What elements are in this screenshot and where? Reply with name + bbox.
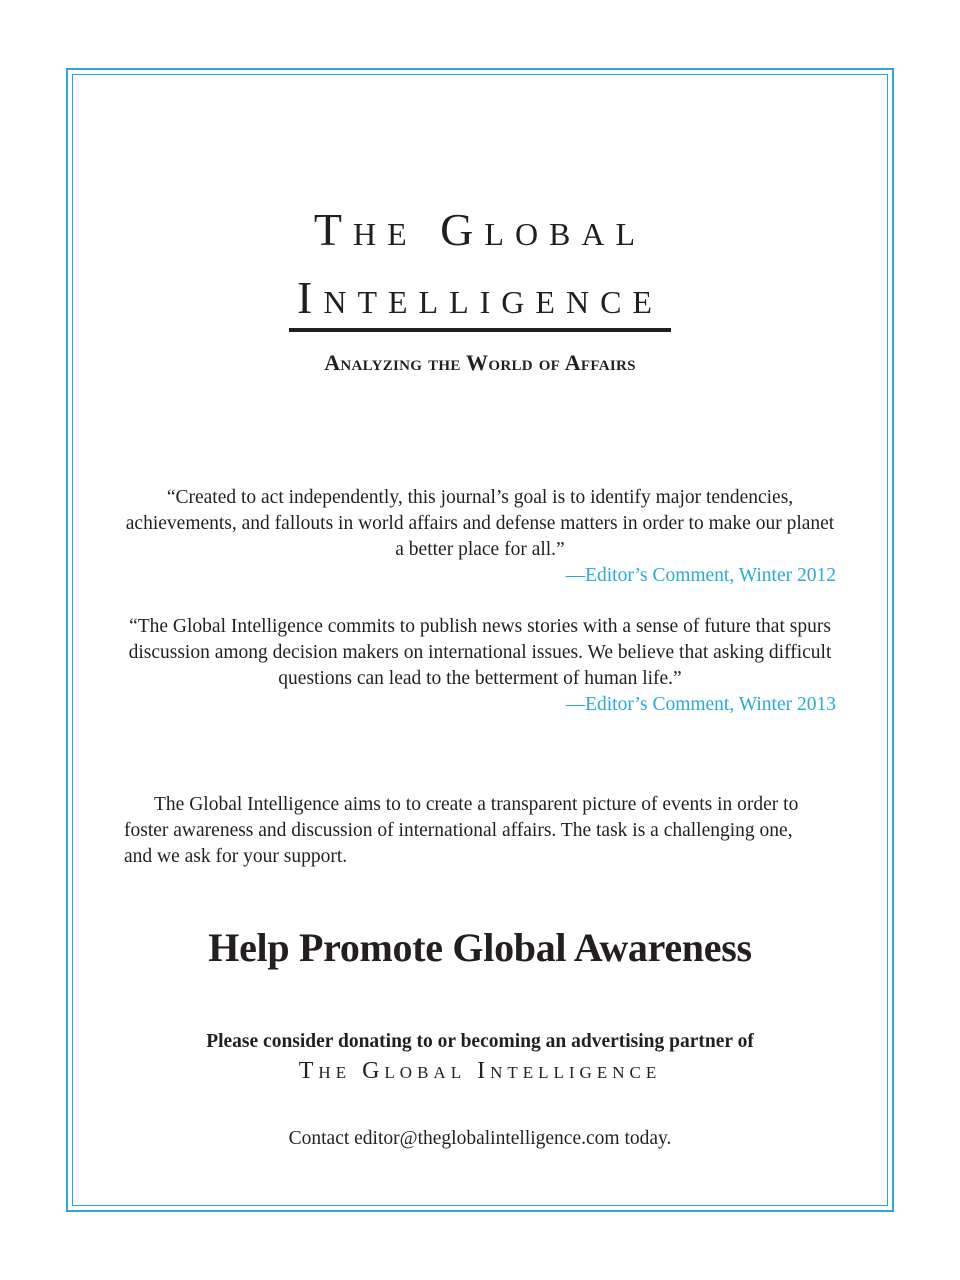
quote-text: “The Global Intelligence commits to publish news stories with a sense of future that spurs discussion among decision makers on international issues. We believe that asking difficult questions can lead to the betterment of human life.”	[128, 616, 832, 689]
quote-text: “Created to act independently, this journal’s goal is to identify major tendencies, achievements, and fallouts in world affairs and defense matters in order to make our planet a better place for all.”	[125, 487, 835, 560]
masthead-line-1: The Global	[313, 204, 647, 255]
body-paragraph: The Global Intelligence aims to to create a transparent picture of events in order to foster awareness and discussion of international affairs. The task is a challenging one, and we ask for your support.	[124, 794, 799, 867]
masthead-line-2: Intelligence	[297, 272, 663, 323]
cta-subtext: Please consider donating to or becoming an advertising partner of	[206, 1031, 754, 1052]
contact-line: Contact editor@theglobalintelligence.com today.	[288, 1128, 672, 1149]
quote-block	[124, 614, 836, 718]
quote-block	[124, 485, 836, 589]
masthead-title	[0, 196, 960, 332]
quote-attribution: —Editor’s Comment, Winter 2013	[565, 694, 836, 715]
cta-publication-name: The Global Intelligence	[298, 1058, 662, 1084]
masthead-rule	[289, 328, 671, 332]
tagline: Analyzing the World of Affairs	[324, 350, 636, 375]
quote-attribution: —Editor’s Comment, Winter 2012	[565, 565, 836, 586]
cta-heading: Help Promote Global Awareness	[208, 925, 752, 970]
